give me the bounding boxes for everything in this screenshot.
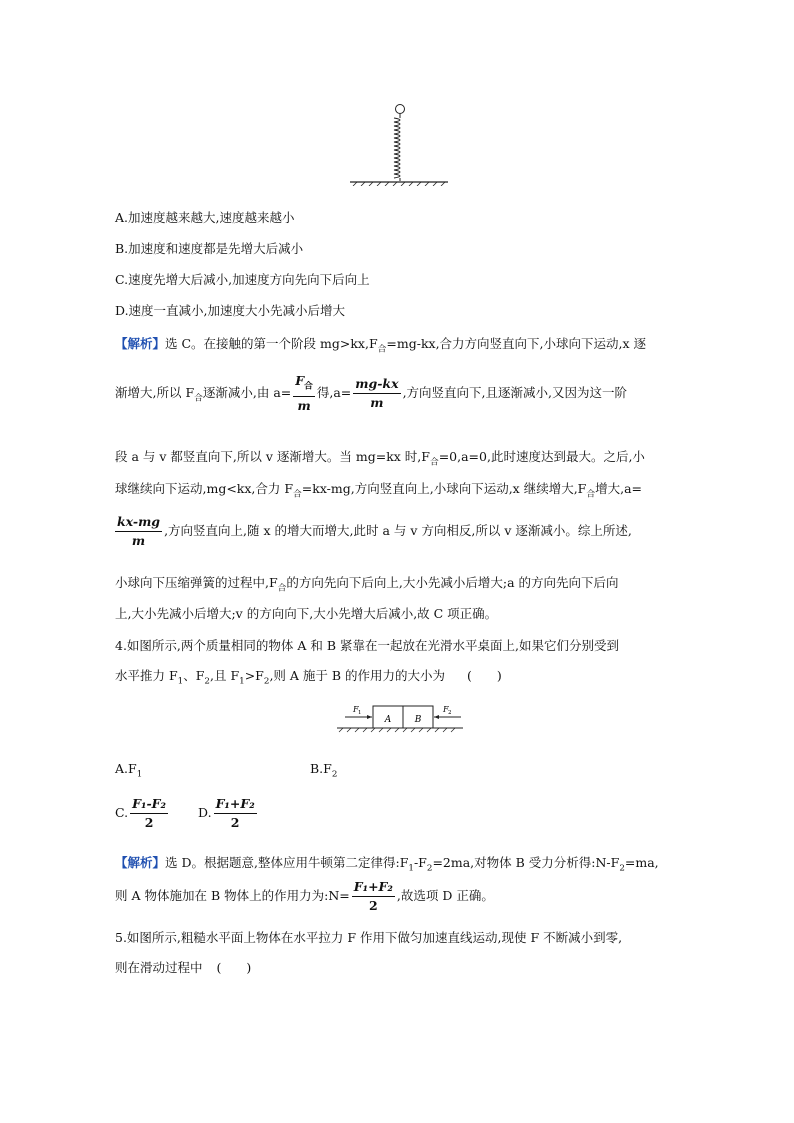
ground-hatch xyxy=(353,182,445,186)
fraction-f1-plus-f2: $\frac{\text{F₁+F₂}}{2}$ xyxy=(215,796,255,830)
svg-text:F: F xyxy=(353,705,359,714)
fraction-n-value: $\frac{\text{F₁+F₂}}{2}$ xyxy=(353,879,393,913)
q3-analysis-line-6: 小球向下压缩弹簧的过程中$,F_合$的方向先向下后向上,大小先减小后增大;a 的方向先向下后向 xyxy=(115,575,619,594)
fraction-kxmg-over-m: $\frac{kx-mg}{m}$ xyxy=(117,514,161,548)
fraction-f1-minus-f2: $\frac{\text{F₁-F₂}}{2}$ xyxy=(132,796,166,830)
q3-analysis-line-7: 上,大小先减小后增大;v 的方向向下,大小先增大后减小,故 C 项正确。 xyxy=(115,606,498,621)
blocks-figure xyxy=(335,700,465,736)
spring-figure xyxy=(345,102,455,186)
q4-option-a: $A.F_1$ xyxy=(115,761,143,780)
q4-analysis-line-1: 【解析】选 D。根据题意,整体应用牛顿第二定律得$:F_1-F_2=2ma$,对物体 B 受力分析得$:N-F_2=ma$, xyxy=(115,855,659,874)
answer-blank: ( ) xyxy=(467,668,502,683)
analysis-tag: 【解析】 xyxy=(115,336,166,351)
svg-text:A: A xyxy=(384,715,392,725)
fraction-mgkx-over-m: $\frac{mg-kx}{m}$ xyxy=(355,375,399,410)
svg-text:F: F xyxy=(443,705,449,714)
svg-text:1: 1 xyxy=(358,710,362,716)
q4-analysis-line-2: 则 A 物体施加在 B 物体上的作用力为:N= $\frac{\text{F₁+F₂}}{2}$ ,故选项 D 正确。 xyxy=(115,879,494,913)
ball xyxy=(396,105,405,114)
q3-analysis-line-5: $\frac{kx-mg}{m}$ ,方向竖直向上,随 x 的增大而增大,此时 a 与 v 方向相反,所以 v 逐渐减小。综上所述, xyxy=(117,514,632,548)
q4-option-d: D. $\frac{\text{F₁+F₂}}{2}$ xyxy=(198,796,255,830)
q5-stem-line-2: 则在滑动过程中 ( ) xyxy=(115,960,252,975)
analysis-tag: 【解析】 xyxy=(115,855,166,870)
fraction-f-over-m: $\frac{F_合}{m}$ xyxy=(295,373,313,413)
q4-stem-line-2: 水平推力 $F_1$、$F_2$,且 $F_1>F_2$,则 A 施于 B 的作用力的大小为 ( ) xyxy=(115,668,502,687)
answer-blank: ( ) xyxy=(216,960,252,975)
q5-stem-line-1: 5.如图所示,粗糙水平面上物体在水平拉力 F 作用下做匀加速直线运动,现使 F 不断减小到零, xyxy=(115,930,623,945)
q3-option-a: A.加速度越来越大,速度越来越小 xyxy=(115,210,295,225)
q4-option-b: $B.F_2$ xyxy=(310,761,338,780)
q3-analysis-line-4: 球继续向下运动,mg<kx,合力 $F_合=kx-mg$,方向竖直向上,小球向下运动,x 继续增大$,F_合$增大,a= xyxy=(115,481,642,500)
q4-stem-line-1: 4.如图所示,两个质量相同的物体 A 和 B 紧靠在一起放在光滑水平桌面上,如果它们分别受到 xyxy=(115,638,619,653)
q3-analysis-line-1: 【解析】选 C。在接触的第一个阶段 $mg>kx,F_合=mg-kx$,合力方向竖直向下,小球向下运动,x 逐 xyxy=(115,336,647,355)
spring xyxy=(394,114,400,181)
svg-text:2: 2 xyxy=(448,710,452,716)
svg-text:B: B xyxy=(414,715,422,725)
q3-option-d: D.速度一直减小,加速度大小先减小后增大 xyxy=(115,303,346,318)
q3-analysis-line-2: 渐增大,所以 $F_合$逐渐减小,由 a= $\frac{F_合}{m}$ 得,a= $\frac{mg-kx}{m}$ ,方向竖直向下,且逐渐减小,又因为这一阶 xyxy=(115,373,627,413)
q3-option-b: B.加速度和速度都是先增大后减小 xyxy=(115,241,304,256)
q3-option-c: C.速度先增大后减小,加速度方向先向下后向上 xyxy=(115,272,370,287)
q4-option-c: C. $\frac{\text{F₁-F₂}}{2}$ xyxy=(115,796,166,830)
q3-analysis-line-3: 段 a 与 v 都竖直向下,所以 v 逐渐增大。当 mg=kx 时$,F_合=0,a=0$,此时速度达到最大。之后,小 xyxy=(115,449,645,468)
